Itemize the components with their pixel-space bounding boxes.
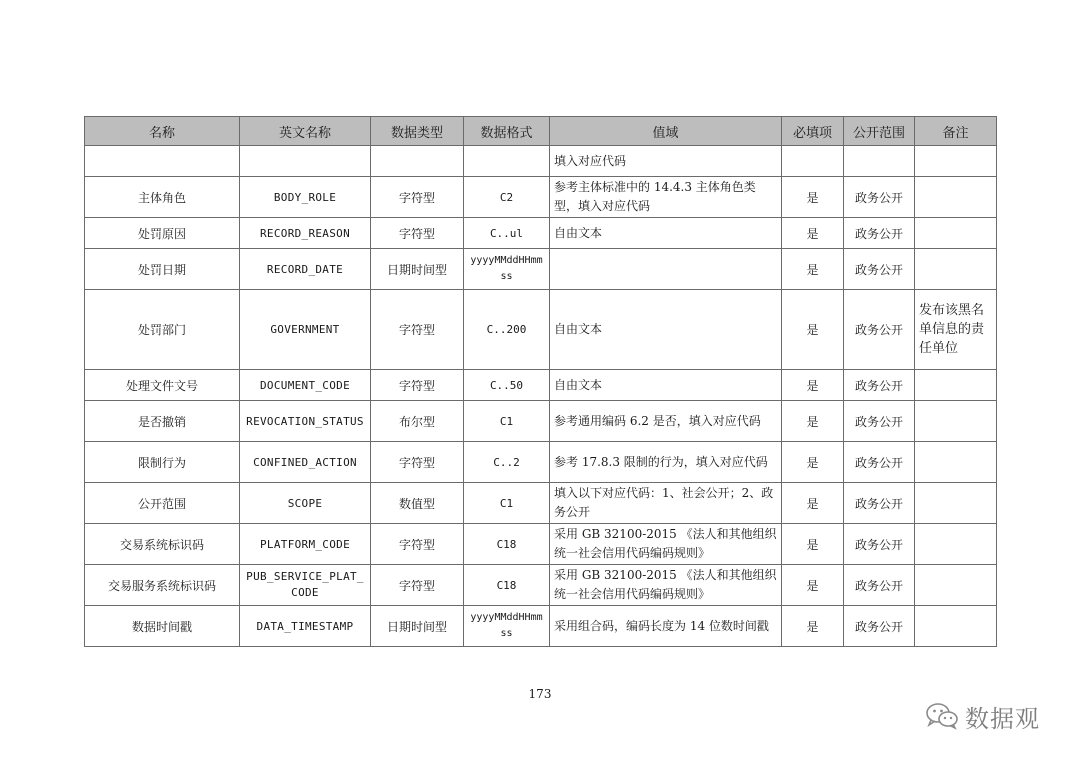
cell-note (915, 524, 997, 565)
cell-data-type: 字符型 (371, 524, 464, 565)
table-header-row (85, 117, 997, 146)
header-name: 名称 (85, 117, 240, 146)
cell-name: 主体角色 (85, 177, 240, 218)
cell-required: 是 (782, 370, 844, 401)
cell-data-type: 字符型 (371, 218, 464, 249)
cell-data-type: 字符型 (371, 290, 464, 370)
cell-name: 处罚原因 (85, 218, 240, 249)
wechat-icon (925, 701, 959, 731)
cell-english-name: PUB_SERVICE_PLAT_CODE (240, 565, 371, 606)
cell-note (915, 565, 997, 606)
cell-required: 是 (782, 442, 844, 483)
cell-english-name: DOCUMENT_CODE (240, 370, 371, 401)
cell-english-name: REVOCATION_STATUS (240, 401, 371, 442)
cell-note (915, 442, 997, 483)
cell-data-format: C..200 (464, 290, 550, 370)
cell-data-type: 字符型 (371, 442, 464, 483)
table-row (85, 606, 997, 647)
header-required: 必填项 (782, 117, 844, 146)
table-row (85, 442, 997, 483)
cell-required: 是 (782, 177, 844, 218)
cell-public-scope: 政务公开 (844, 370, 915, 401)
cell-note (915, 370, 997, 401)
cell-required: 是 (782, 606, 844, 647)
cell-required: 是 (782, 290, 844, 370)
table-row (85, 370, 997, 401)
cell-note (915, 249, 997, 290)
cell-data-type: 字符型 (371, 177, 464, 218)
cell-data-format: C1 (464, 401, 550, 442)
cell-note: 发布该黑名单信息的责任单位 (915, 290, 997, 370)
table-row (85, 177, 997, 218)
cell-required: 是 (782, 401, 844, 442)
cell-name: 是否撤销 (85, 401, 240, 442)
table-row (85, 483, 997, 524)
header-note: 备注 (915, 117, 997, 146)
cell-public-scope: 政务公开 (844, 177, 915, 218)
watermark (925, 700, 1040, 732)
cell-data-type: 字符型 (371, 370, 464, 401)
cell-value-domain: 自由文本 (550, 290, 782, 370)
cell-data-type (371, 146, 464, 177)
cell-data-format: C..2 (464, 442, 550, 483)
cell-note (915, 483, 997, 524)
cell-name: 处罚部门 (85, 290, 240, 370)
cell-data-type: 数值型 (371, 483, 464, 524)
cell-required: 是 (782, 483, 844, 524)
cell-name: 处理文件文号 (85, 370, 240, 401)
header-data-type: 数据类型 (371, 117, 464, 146)
cell-required: 是 (782, 524, 844, 565)
cell-public-scope: 政务公开 (844, 401, 915, 442)
table-row (85, 524, 997, 565)
cell-note (915, 146, 997, 177)
cell-value-domain: 采用 GB 32100-2015 《法人和其他组织统一社会信用代码编码规则》 (550, 565, 782, 606)
cell-english-name: BODY_ROLE (240, 177, 371, 218)
cell-data-format: C18 (464, 524, 550, 565)
table-row (85, 218, 997, 249)
cell-data-type: 日期时间型 (371, 606, 464, 647)
cell-public-scope: 政务公开 (844, 218, 915, 249)
cell-public-scope: 政务公开 (844, 524, 915, 565)
cell-name: 限制行为 (85, 442, 240, 483)
cell-data-type: 布尔型 (371, 401, 464, 442)
cell-name: 交易服务系统标识码 (85, 565, 240, 606)
cell-note (915, 218, 997, 249)
cell-public-scope: 政务公开 (844, 249, 915, 290)
cell-english-name: PLATFORM_CODE (240, 524, 371, 565)
cell-english-name (240, 146, 371, 177)
cell-value-domain: 填入对应代码 (550, 146, 782, 177)
cell-data-format: C1 (464, 483, 550, 524)
cell-value-domain: 参考主体标准中的 14.4.3 主体角色类型，填入对应代码 (550, 177, 782, 218)
cell-name: 数据时间戳 (85, 606, 240, 647)
cell-name: 公开范围 (85, 483, 240, 524)
cell-note (915, 606, 997, 647)
header-english-name: 英文名称 (240, 117, 371, 146)
page-number: 173 (528, 687, 552, 701)
cell-public-scope: 政务公开 (844, 565, 915, 606)
cell-value-domain (550, 249, 782, 290)
header-data-format: 数据格式 (464, 117, 550, 146)
cell-data-type: 日期时间型 (371, 249, 464, 290)
cell-data-format: C..ul (464, 218, 550, 249)
cell-data-format: C18 (464, 565, 550, 606)
cell-note (915, 401, 997, 442)
cell-public-scope: 政务公开 (844, 483, 915, 524)
table-row (85, 565, 997, 606)
cell-english-name: RECORD_REASON (240, 218, 371, 249)
cell-english-name: SCOPE (240, 483, 371, 524)
cell-public-scope: 政务公开 (844, 290, 915, 370)
cell-value-domain: 自由文本 (550, 218, 782, 249)
table-row (85, 249, 997, 290)
cell-english-name: CONFINED_ACTION (240, 442, 371, 483)
watermark-text: 数据观 (965, 704, 1040, 733)
cell-data-format: yyyyMMddHHmmss (464, 249, 550, 290)
cell-data-format: C2 (464, 177, 550, 218)
cell-data-format (464, 146, 550, 177)
cell-required: 是 (782, 565, 844, 606)
table-row (85, 401, 997, 442)
cell-value-domain: 参考 17.8.3 限制的行为，填入对应代码 (550, 442, 782, 483)
cell-value-domain: 自由文本 (550, 370, 782, 401)
cell-required (782, 146, 844, 177)
cell-value-domain: 采用组合码，编码长度为 14 位数时间戳 (550, 606, 782, 647)
cell-english-name: RECORD_DATE (240, 249, 371, 290)
cell-value-domain: 参考通用编码 6.2 是否，填入对应代码 (550, 401, 782, 442)
table-row (85, 290, 997, 370)
cell-required: 是 (782, 249, 844, 290)
cell-public-scope (844, 146, 915, 177)
data-spec-table (84, 116, 997, 647)
cell-value-domain: 采用 GB 32100-2015 《法人和其他组织统一社会信用代码编码规则》 (550, 524, 782, 565)
table-row (85, 146, 997, 177)
cell-value-domain: 填入以下对应代码：1、社会公开；2、政务公开 (550, 483, 782, 524)
header-value-domain: 值域 (550, 117, 782, 146)
cell-note (915, 177, 997, 218)
cell-name: 处罚日期 (85, 249, 240, 290)
cell-name (85, 146, 240, 177)
cell-name: 交易系统标识码 (85, 524, 240, 565)
cell-data-format: yyyyMMddHHmmss (464, 606, 550, 647)
cell-required: 是 (782, 218, 844, 249)
cell-english-name: GOVERNMENT (240, 290, 371, 370)
header-public-scope: 公开范围 (844, 117, 915, 146)
cell-data-format: C..50 (464, 370, 550, 401)
cell-public-scope: 政务公开 (844, 442, 915, 483)
cell-public-scope: 政务公开 (844, 606, 915, 647)
cell-english-name: DATA_TIMESTAMP (240, 606, 371, 647)
cell-data-type: 字符型 (371, 565, 464, 606)
